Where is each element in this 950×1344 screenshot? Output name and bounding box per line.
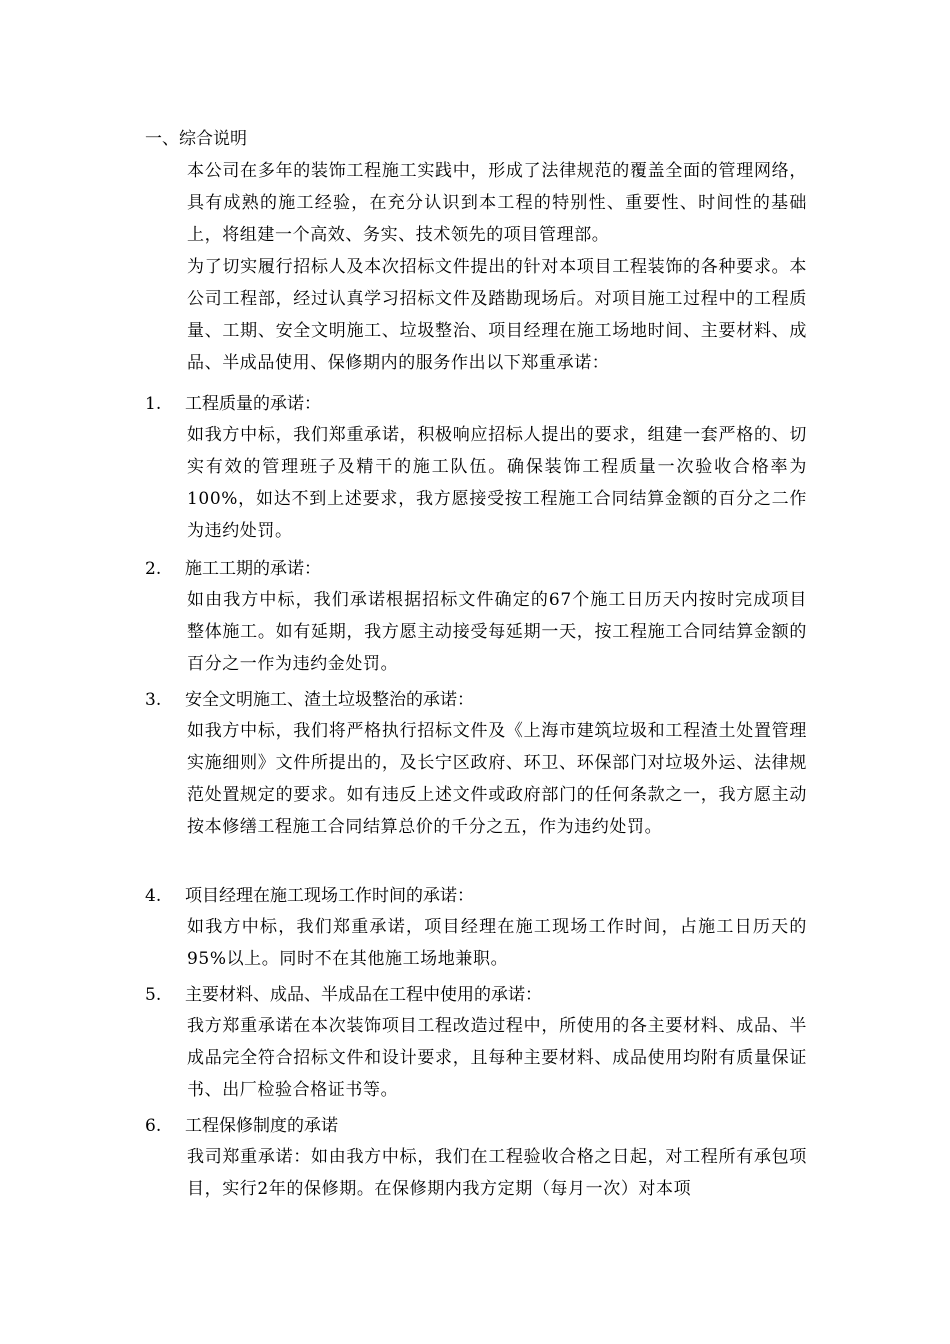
item-title: 项目经理在施工现场工作时间的承诺： [185, 886, 474, 906]
intro-paragraph-2: 为了切实履行招标人及本次招标文件提出的针对本项目工程装饰的各种要求。本公司工程部，经过认真学习招标文件及踏勘现场后。对项目施工过程中的工程质量、工期、安全文明施工、垃圾整治、项目经理在施工场地时间、主要材料、成品、半成品使用、保修期内的服务作出以下郑重承诺： [187, 257, 807, 373]
section-heading: 一、综合说明 [145, 129, 247, 149]
item-heading-quality [145, 392, 321, 416]
item-text-schedule: 如由我方中标，我们承诺根据招标文件确定的67个施工日历天内按时完成项目整体施工。如有延期，我方愿主动接受每延期一天，按工程施工合同结算金额的百分之一作为违约金处罚。 [187, 590, 807, 674]
item-number: 4. [145, 886, 162, 906]
item-text-materials: 我方郑重承诺在本次装饰项目工程改造过程中，所使用的各主要材料、成品、半成品完全符合招标文件和设计要求，且每种主要材料、成品使用均附有质量保证书、出厂检验合格证书等。 [187, 1016, 807, 1100]
item-heading-schedule [145, 557, 321, 581]
item-text-warranty: 我司郑重承诺：如由我方中标，我们在工程验收合格之日起，对工程所有承包项目，实行2年的保修期。在保修期内我方定期（每月一次）对本项 [187, 1147, 807, 1199]
item-title: 主要材料、成品、半成品在工程中使用的承诺： [185, 985, 542, 1005]
item-number: 2. [145, 559, 162, 579]
item-text-safety: 如我方中标，我们将严格执行招标文件及《上海市建筑垃圾和工程渣土处置管理实施细则》文件所提出的，及长宁区政府、环卫、环保部门对垃圾外运、法律规范处置规定的要求。如有违反上述文件或政府部门的任何条款之一，我方愿主动按本修缮工程施工合同结算总价的千分之五，作为违约处罚。 [187, 721, 807, 837]
item-number: 6. [145, 1116, 162, 1136]
item-title: 安全文明施工、渣土垃圾整治的承诺： [185, 690, 474, 710]
item-text-manager: 如我方中标，我们郑重承诺，项目经理在施工现场工作时间，占施工日历天的95%以上。同时不在其他施工场地兼职。 [187, 917, 807, 969]
item-heading-warranty [145, 1114, 338, 1138]
item-title: 施工工期的承诺： [185, 559, 321, 579]
intro-paragraph-1: 本公司在多年的装饰工程施工实践中，形成了法律规范的覆盖全面的管理网络，具有成熟的施工经验，在充分认识到本工程的特别性、重要性、时间性的基础上，将组建一个高效、务实、技术领先的项目管理部。 [187, 161, 807, 245]
item-heading-manager [145, 884, 474, 908]
item-number: 1. [145, 394, 162, 414]
item-number: 3. [145, 690, 162, 710]
item-heading-materials [145, 983, 542, 1007]
item-heading-safety [145, 688, 474, 712]
item-number: 5. [145, 985, 162, 1005]
item-title: 工程质量的承诺： [185, 394, 321, 414]
item-text-quality: 如我方中标，我们郑重承诺，积极响应招标人提出的要求，组建一套严格的、切实有效的管理班子及精干的施工队伍。确保装饰工程质量一次验收合格率为100%，如达不到上述要求，我方愿接受按工程施工合同结算金额的百分之二作为违约处罚。 [187, 425, 807, 541]
item-title: 工程保修制度的承诺 [185, 1116, 338, 1136]
